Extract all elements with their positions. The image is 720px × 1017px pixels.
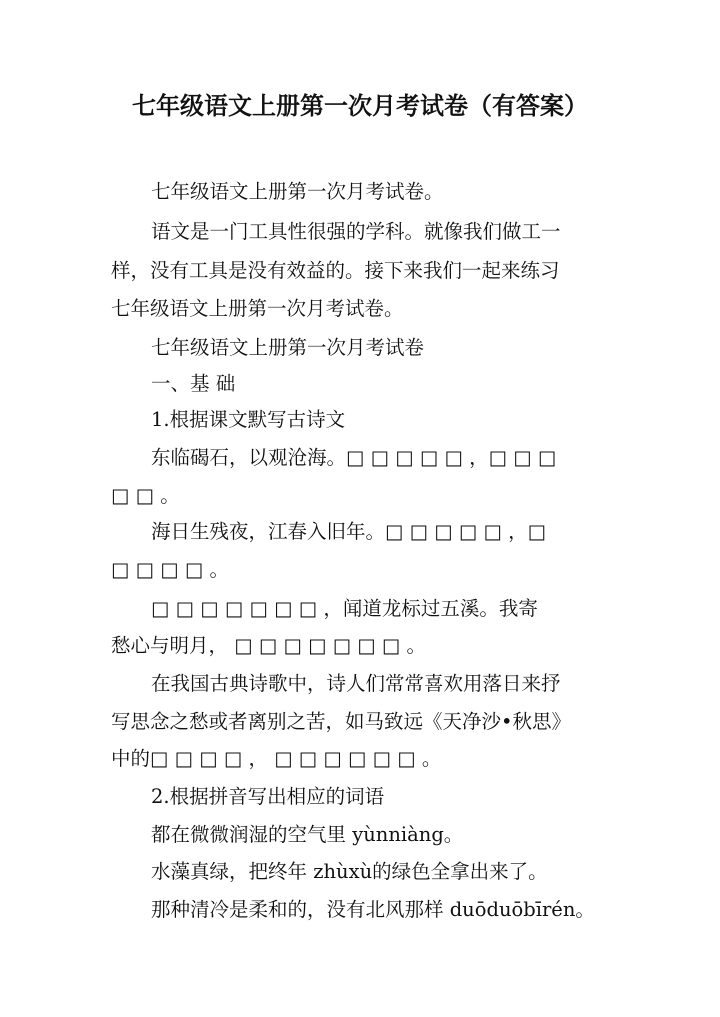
question-line: □ □ □ □ □ □ □ ，闻道龙标过五溪。我寄 <box>151 597 538 620</box>
section-heading: 一、基 础 <box>151 372 236 395</box>
question-line: 海日生残夜，江春入旧年。□ □ □ □ □ ，□ <box>151 520 547 543</box>
paragraph-line: 样，没有工具是没有效益的。接下来我们一起来练习 <box>111 259 560 282</box>
question-line: 在我国古典诗歌中，诗人们常常喜欢用落日来抒 <box>151 672 561 695</box>
document-title: 七年级语文上册第一次月考试卷（有答案） <box>132 92 588 120</box>
question-line: □ □ □ □ 。 <box>111 558 229 581</box>
question-line: 都在微微润湿的空气里 yùnniàng。 <box>151 823 464 846</box>
question-line: □ □ 。 <box>111 484 180 507</box>
paragraph-line: 七年级语文上册第一次月考试卷。 <box>151 180 444 203</box>
paragraph-line: 七年级语文上册第一次月考试卷。 <box>111 297 404 320</box>
question-line: 水藻真绿，把终年 zhùxù的绿色全拿出来了。 <box>151 860 548 883</box>
question-heading: 1.根据课文默写古诗文 <box>151 408 346 431</box>
paragraph-line: 语文是一门工具性很强的学科。就像我们做工一 <box>151 220 561 243</box>
question-line: 愁心与明月， □ □ □ □ □ □ □ 。 <box>111 634 427 657</box>
question-line: 中的□ □ □ □ ， □ □ □ □ □ □ 。 <box>111 747 442 770</box>
question-line: 写思念之愁或者离别之苦，如马致远《天净沙•秋思》 <box>111 710 572 733</box>
question-line: 那种清冷是柔和的，没有北风那样 duōduōbīrén。 <box>151 898 595 921</box>
question-heading: 2.根据拼音写出相应的词语 <box>151 785 385 808</box>
paragraph-line: 七年级语文上册第一次月考试卷 <box>151 336 425 359</box>
question-line: 东临碣石，以观沧海。□ □ □ □ □ ，□ □ □ <box>151 446 557 469</box>
